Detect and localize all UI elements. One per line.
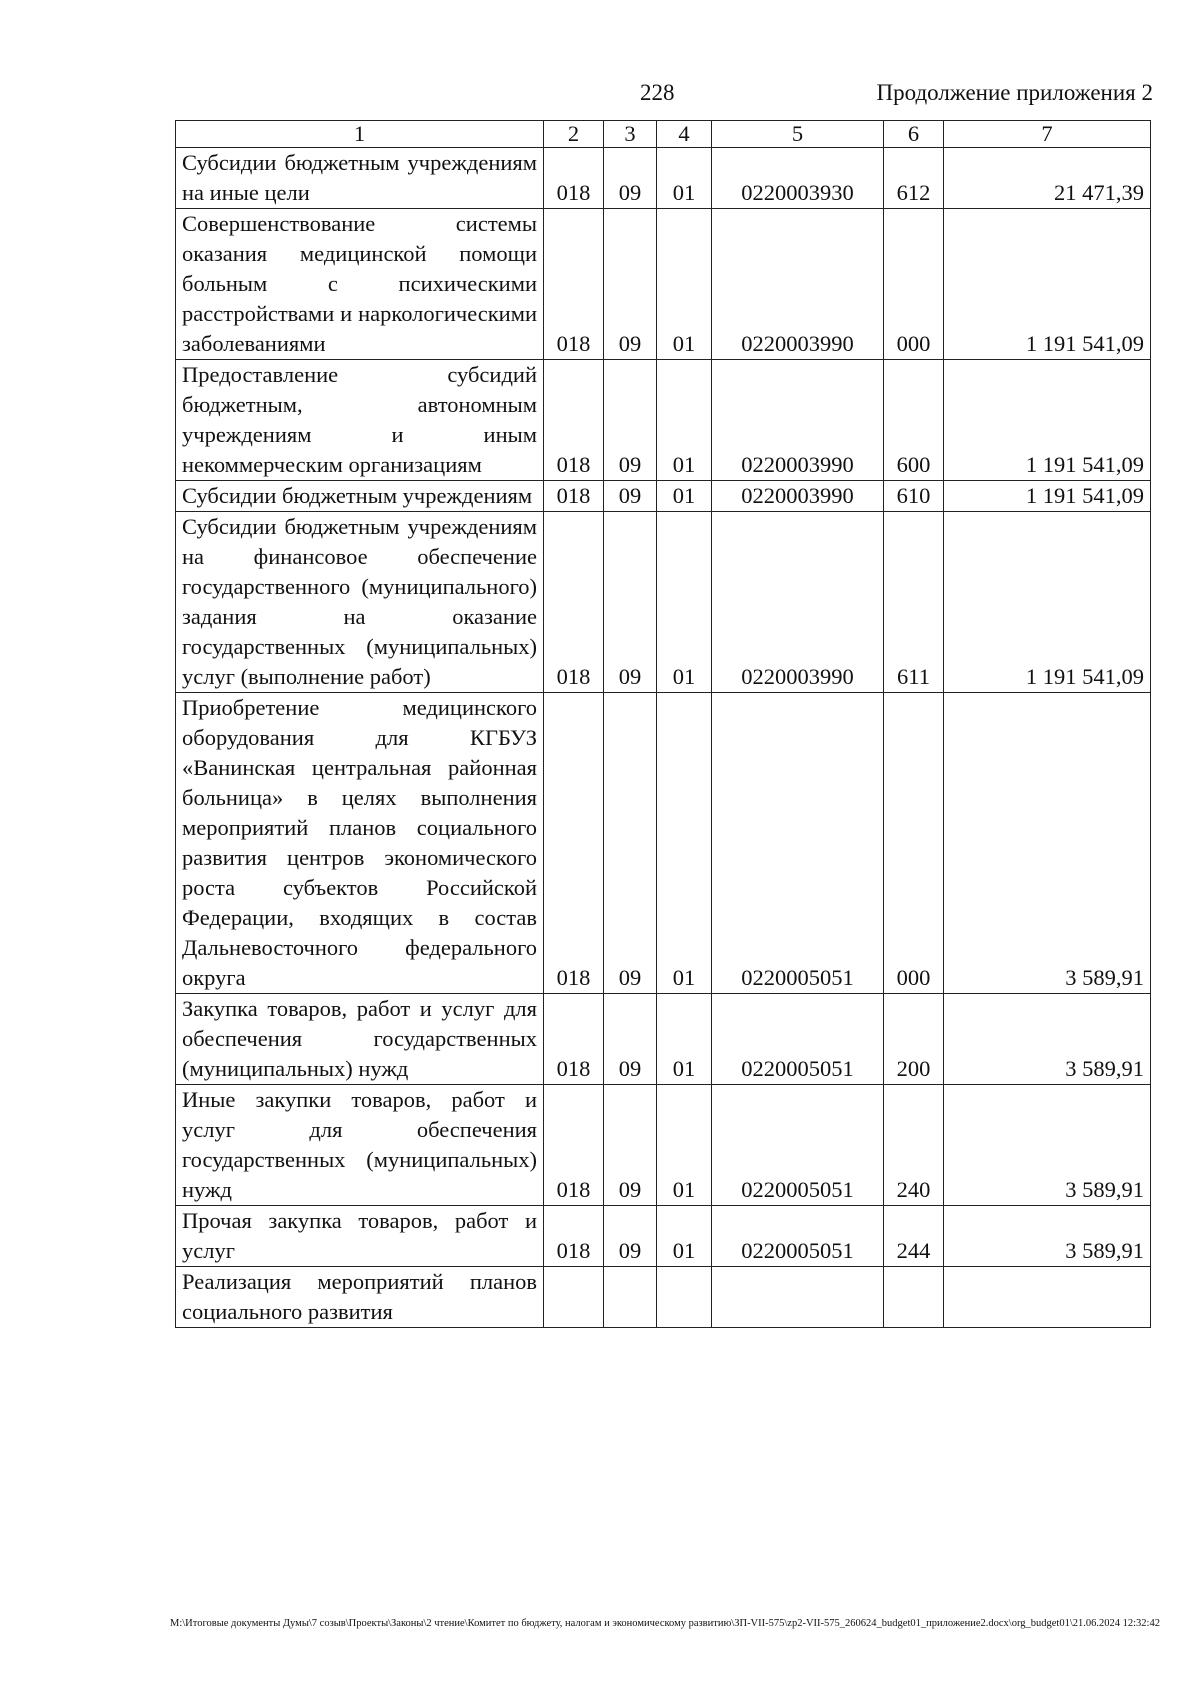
column-header: 1 xyxy=(176,121,544,148)
cell-section: 09 xyxy=(604,148,657,209)
cell-target-article: 0220005051 xyxy=(712,994,884,1085)
cell-expense-type: 244 xyxy=(884,1206,944,1267)
cell-expense-type: 610 xyxy=(884,481,944,512)
table-row xyxy=(176,1206,1151,1267)
cell-target-article: 0220003990 xyxy=(712,512,884,693)
cell-subsection: 01 xyxy=(657,512,712,693)
cell-ministry: 018 xyxy=(544,481,604,512)
page-number: 228 xyxy=(640,80,675,105)
cell-ministry: 018 xyxy=(544,693,604,994)
row-name: Предоставление субсидий бюджетным, автономным учреждениям и иным некоммерческим организациям xyxy=(176,360,544,481)
cell-expense-type: 200 xyxy=(884,994,944,1085)
cell-target-article: 0220005051 xyxy=(712,693,884,994)
cell-section: 09 xyxy=(604,1206,657,1267)
cell-subsection: 01 xyxy=(657,1206,712,1267)
table-row xyxy=(176,693,1151,994)
row-name: Иные закупки товаров, работ и услуг для обеспечения государственных (муниципальных) нужд xyxy=(176,1085,544,1206)
budget-table xyxy=(175,120,1151,1328)
cell-ministry: 018 xyxy=(544,1206,604,1267)
cell-expense-type: 000 xyxy=(884,693,944,994)
cell-amount: 1 191 541,09 xyxy=(944,512,1151,693)
row-name: Субсидии бюджетным учреждениям xyxy=(176,481,544,512)
table-row xyxy=(176,148,1151,209)
cell-target-article: 0220003990 xyxy=(712,209,884,360)
cell-expense-type: 611 xyxy=(884,512,944,693)
page-caption: Продолжение приложения 2 xyxy=(876,80,1153,105)
cell-subsection: 01 xyxy=(657,360,712,481)
cell-expense-type: 000 xyxy=(884,209,944,360)
cell-target-article xyxy=(712,1267,884,1328)
table-row xyxy=(176,994,1151,1085)
row-name: Реализация мероприятий планов социального развития xyxy=(176,1267,544,1328)
row-name: Совершенствование системы оказания медицинской помощи больным с психическими расстройствами и наркологическими заболеваниями xyxy=(176,209,544,360)
cell-target-article: 0220003990 xyxy=(712,360,884,481)
cell-ministry xyxy=(544,1267,604,1328)
cell-expense-type: 612 xyxy=(884,148,944,209)
column-header: 7 xyxy=(944,121,1151,148)
cell-ministry: 018 xyxy=(544,512,604,693)
cell-ministry: 018 xyxy=(544,209,604,360)
column-numbers-row xyxy=(176,121,1151,148)
cell-expense-type: 240 xyxy=(884,1085,944,1206)
cell-section xyxy=(604,1267,657,1328)
cell-target-article: 0220003930 xyxy=(712,148,884,209)
column-header: 2 xyxy=(544,121,604,148)
cell-amount: 3 589,91 xyxy=(944,693,1151,994)
table-row xyxy=(176,1085,1151,1206)
cell-amount: 1 191 541,09 xyxy=(944,481,1151,512)
cell-section: 09 xyxy=(604,481,657,512)
cell-subsection: 01 xyxy=(657,148,712,209)
cell-section: 09 xyxy=(604,693,657,994)
cell-section: 09 xyxy=(604,994,657,1085)
row-name: Приобретение медицинского оборудования для КГБУЗ «Ванинская центральная районная больница» в целях выполнения мероприятий планов социального развития центров экономического роста субъектов Российской Федерации, входящих в состав Дальневосточного федерального округа xyxy=(176,693,544,994)
row-name: Субсидии бюджетным учреждениям на иные цели xyxy=(176,148,544,209)
row-name: Закупка товаров, работ и услуг для обеспечения государственных (муниципальных) нужд xyxy=(176,994,544,1085)
cell-subsection: 01 xyxy=(657,994,712,1085)
cell-subsection: 01 xyxy=(657,209,712,360)
document-path-footer: M:\Итоговые документы Думы\7 созыв\Проекты\Законы\2 чтение\Комитет по бюджету, налогам и экономическому развитию\ЗП-VII-575\zp2-VII-575_260624_budget01_приложение2.docx\org_budget01\21.06.2024 12:32:42 xyxy=(170,1618,1160,1629)
cell-amount xyxy=(944,1267,1151,1328)
column-header: 6 xyxy=(884,121,944,148)
cell-section: 09 xyxy=(604,209,657,360)
cell-amount: 3 589,91 xyxy=(944,1085,1151,1206)
cell-expense-type xyxy=(884,1267,944,1328)
cell-amount: 1 191 541,09 xyxy=(944,360,1151,481)
cell-section: 09 xyxy=(604,360,657,481)
cell-amount: 21 471,39 xyxy=(944,148,1151,209)
cell-section: 09 xyxy=(604,512,657,693)
cell-ministry: 018 xyxy=(544,148,604,209)
table-row xyxy=(176,360,1151,481)
cell-subsection xyxy=(657,1267,712,1328)
table-row xyxy=(176,512,1151,693)
cell-expense-type: 600 xyxy=(884,360,944,481)
row-name: Субсидии бюджетным учреждениям на финансовое обеспечение государственного (муниципального) задания на оказание государственных (муниципальных) услуг (выполнение работ) xyxy=(176,512,544,693)
row-name: Прочая закупка товаров, работ и услуг xyxy=(176,1206,544,1267)
cell-ministry: 018 xyxy=(544,1085,604,1206)
table-row xyxy=(176,209,1151,360)
table-row xyxy=(176,481,1151,512)
cell-amount: 3 589,91 xyxy=(944,1206,1151,1267)
cell-section: 09 xyxy=(604,1085,657,1206)
cell-target-article: 0220003990 xyxy=(712,481,884,512)
cell-target-article: 0220005051 xyxy=(712,1206,884,1267)
table-row xyxy=(176,1267,1151,1328)
column-header: 3 xyxy=(604,121,657,148)
cell-ministry: 018 xyxy=(544,994,604,1085)
cell-amount: 1 191 541,09 xyxy=(944,209,1151,360)
cell-target-article: 0220005051 xyxy=(712,1085,884,1206)
cell-amount: 3 589,91 xyxy=(944,994,1151,1085)
cell-subsection: 01 xyxy=(657,693,712,994)
cell-subsection: 01 xyxy=(657,481,712,512)
cell-ministry: 018 xyxy=(544,360,604,481)
column-header: 4 xyxy=(657,121,712,148)
cell-subsection: 01 xyxy=(657,1085,712,1206)
column-header: 5 xyxy=(712,121,884,148)
